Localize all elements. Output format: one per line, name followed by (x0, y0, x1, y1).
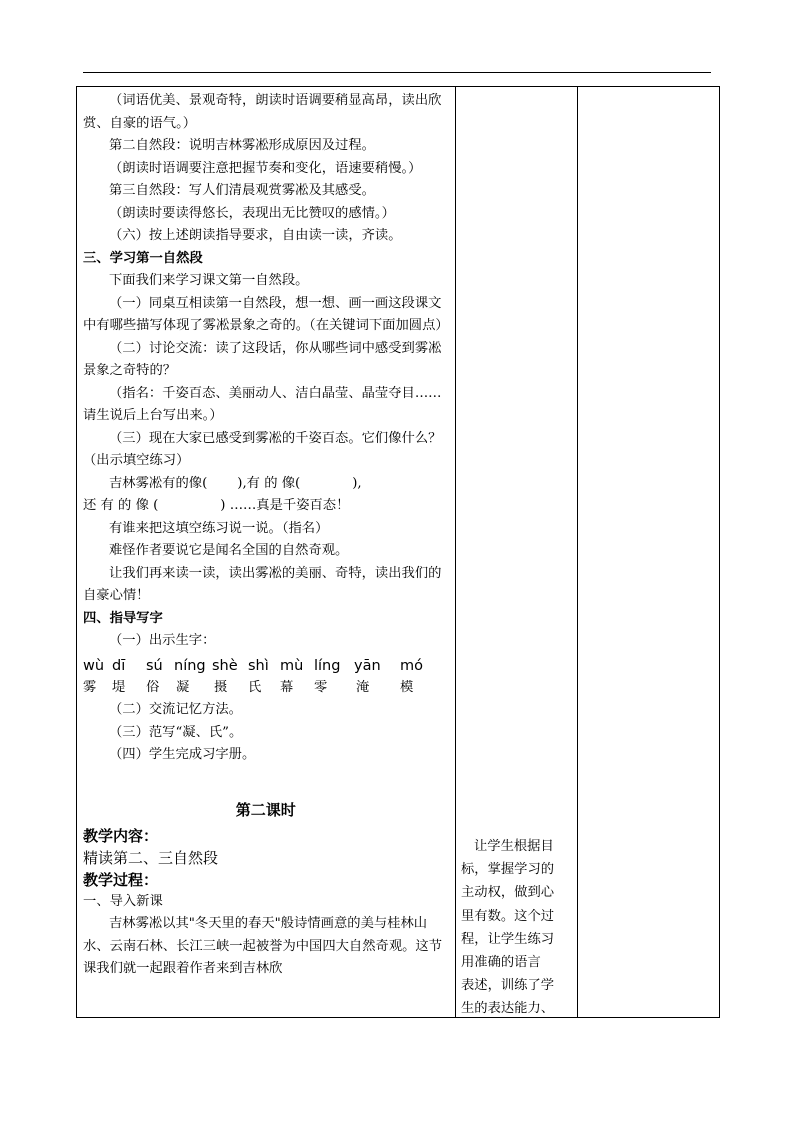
character-item: 模 (400, 679, 414, 695)
paragraph3-summary: 第三自然段：写人们清晨观赏雾凇及其感受。 (109, 183, 375, 198)
fill-text-c: ), (352, 475, 362, 491)
character-item: 俗 (146, 679, 160, 695)
teaching-content-cell (77, 87, 456, 1018)
fill-text-b: ),有 的 像( (237, 475, 301, 491)
lesson2-title: 第二课时 (235, 800, 296, 819)
pinyin-item: yān (354, 657, 381, 674)
section4-step1: （一）出示生字： (109, 633, 216, 648)
section4-step4: （四）学生完成习字册。 (109, 747, 256, 762)
fill-text-d: 还 有 的 像 ( (83, 498, 159, 513)
reading-guide-para2: （朗读时语调要注意把握节奏和变化，语速要稍慢。） (109, 160, 422, 176)
paragraph2-summary: 第二自然段：说明吉林雾凇形成原因及过程。 (109, 138, 375, 153)
note-line: 让学生根据目 (474, 839, 554, 854)
pinyin-item: wù (83, 657, 105, 674)
pinyin-item: mù (280, 657, 304, 674)
section3-answer: （指名：千姿百态、美丽动人、洁白晶莹、晶莹夺目……请生说后上台写出来。） (83, 385, 442, 423)
lesson2-step1: 一、导入新课 (83, 893, 163, 909)
pinyin-item: níng (174, 657, 206, 674)
revision-cell (577, 87, 719, 1018)
note-line: 程，让学生练习 (461, 931, 555, 947)
lesson-plan-table (76, 86, 720, 1018)
pinyin-item: líng (314, 657, 341, 674)
fill-text-e: ) ……真是千姿百态！ (220, 498, 350, 513)
character-item: 氏 (248, 679, 262, 695)
section4-step2: （二）交流记忆方法。 (109, 702, 242, 717)
note-line: 表述，训练了学 (461, 978, 555, 994)
note-line: 标，掌握学习的 (461, 862, 555, 878)
lesson2-process-label: 教学过程： (83, 870, 159, 889)
section3-heading: 三、学习第一自然段 (83, 250, 203, 266)
section3-step4: 有谁来把这填空练习说一说。（指名） (109, 520, 329, 536)
reading-guide-para3: （朗读时要读得悠长，表现出无比赞叹的感情。） (109, 205, 395, 221)
section3-intro: 下面我们来学习课文第一自然段。 (109, 273, 309, 288)
lesson2-intro: 吉林雾凇以其"冬天里的春天"般诗情画意的美与桂林山水、云南石林、长江三峡一起被誉为中国四大自然奇观。这节课我们就一起跟着作者来到吉林欣 (83, 916, 443, 976)
character-item: 堤 (112, 679, 126, 695)
design-intent-note (461, 835, 573, 1021)
section4-heading: 四、指导写字 (83, 610, 163, 626)
character-item: 淹 (356, 679, 370, 695)
reading-guide-para1: （词语优美、景观奇特，朗读时语调要稍显高昂，读出欣赏、自豪的语气。） (83, 93, 442, 131)
section4-step3: （三）范写“凝、氏”。 (109, 724, 243, 740)
note-line: 用准确的语言 (461, 955, 541, 971)
pinyin-item: dī (112, 657, 126, 674)
section3-step3: （三）现在大家已感受到雾凇的千姿百态。它们像什么？（出示填空练习） (83, 430, 442, 468)
lesson2-content-label: 教学内容： (83, 826, 159, 845)
pinyin-row (83, 655, 449, 677)
note-line: 主动权，做到心 (461, 885, 555, 901)
note-line: 里有数。这个过 (461, 908, 555, 924)
fill-blank-line1 (83, 473, 449, 496)
fill-blank-line2 (83, 495, 449, 518)
lesson2-content-text: 精读第二、三自然段 (83, 848, 219, 867)
character-item: 零 (314, 679, 328, 695)
section3-step5: 难怪作者要说它是闻名全国的自然奇观。 (109, 543, 349, 558)
teaching-content (77, 87, 455, 981)
pinyin-item: shì (248, 657, 269, 674)
note-line: 生的表达能力、 (461, 1001, 555, 1017)
fill-text-a: 吉林雾凇有的像( (109, 475, 208, 491)
character-item: 雾 (83, 679, 97, 695)
section3-step2: （二）讨论交流：读了这段话，你从哪些词中感受到雾凇景象之奇特的？ (83, 340, 442, 378)
section3-step6: 让我们再来读一读，读出雾凇的美丽、奇特，读出我们的自豪心情！ (83, 565, 442, 603)
pinyin-item: sú (146, 657, 163, 674)
character-item: 摄 (214, 679, 228, 695)
section3-step1: （一）同桌互相读第一自然段，想一想、画一画这段课文中有哪些描写体现了雾凇景象之奇的。（在关键词下面加圆点） (83, 295, 449, 333)
header-rule (83, 72, 711, 73)
character-item: 凝 (176, 679, 190, 695)
character-item: 幕 (280, 679, 294, 695)
pinyin-item: shè (212, 657, 238, 674)
pinyin-item: mó (400, 657, 423, 674)
reading-step6: （六）按上述朗读指导要求，自由读一读，齐读。 (109, 228, 402, 243)
character-row (83, 677, 449, 700)
